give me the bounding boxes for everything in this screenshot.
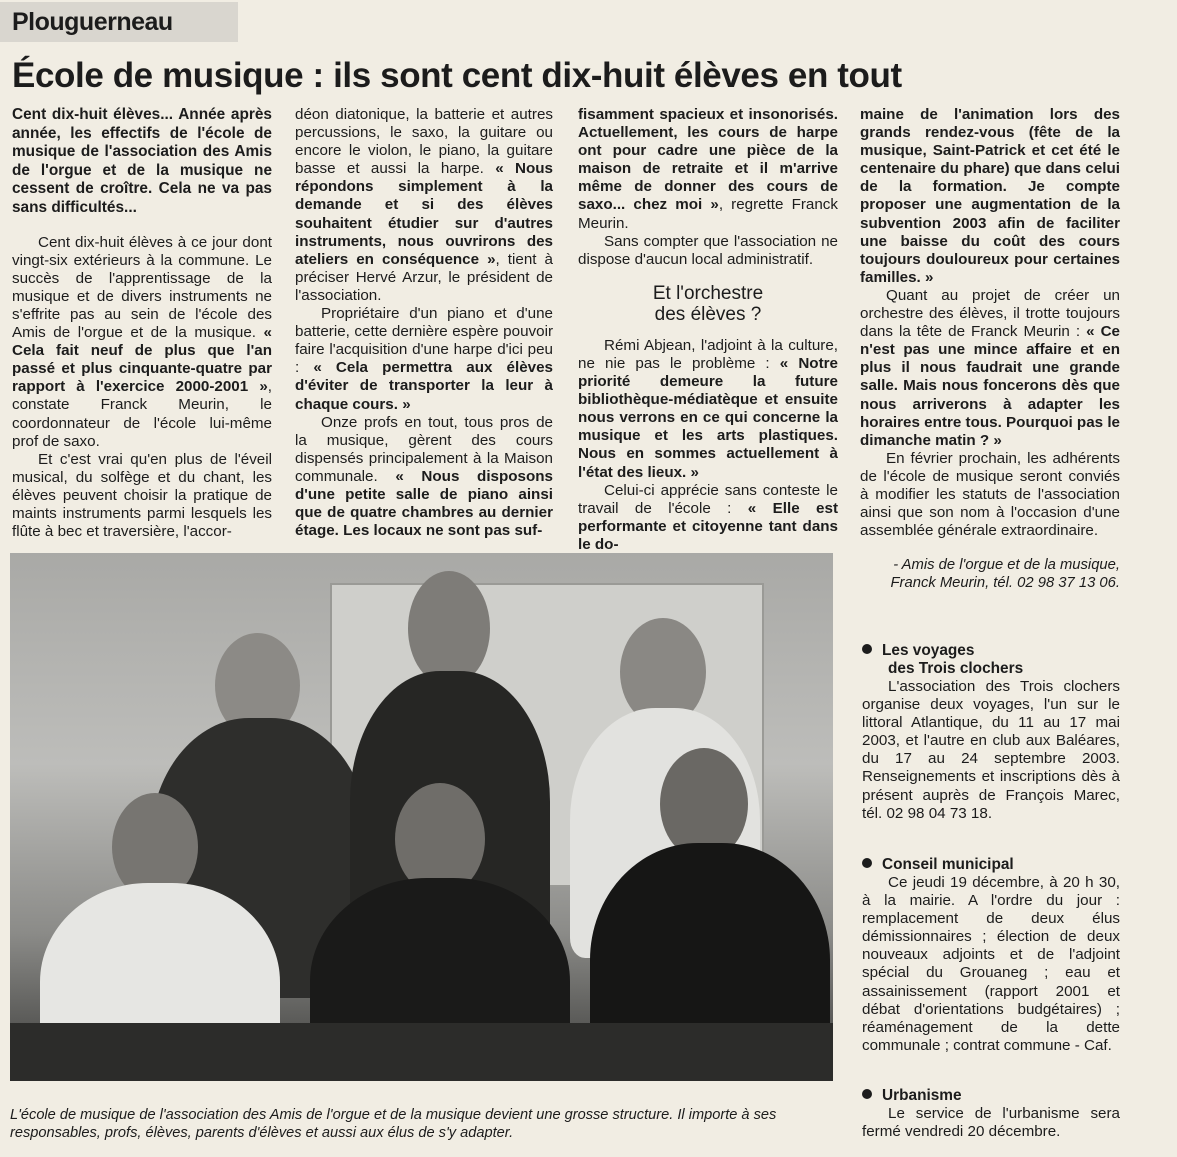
column-3 xyxy=(578,106,838,554)
paragraph: fisamment spacieux et insonorisés. Actuellement, les cours de harpe ont pour cadre une pièce de la maison de retraite et il m'arrive même de donner des cours de saxo... chez moi », regrette Franck Meurin. xyxy=(578,106,838,232)
bullet-icon xyxy=(862,858,872,868)
paragraph: Et c'est vrai qu'en plus de l'éveil musical, du solfège et du chant, les élèves peuvent choisir la pratique de maints instruments parmi lesquels les flûte à bec et traversière, l'accor- xyxy=(12,450,272,541)
quote: « Ce n'est pas une mince affaire et en plus il nous faudrait une grande salle. Mais nous foncerons dès que nous arriverons à adapter les horaires entre tous. Pourquoi pas le dimanche matin ? » xyxy=(860,323,1120,449)
subheading: Et l'orchestre des élèves ? xyxy=(652,282,764,325)
quote: « Nous disposons d'une petite salle de piano ainsi que de quatre chambres au dernier étage. Les locaux ne sont pas suf- xyxy=(295,467,553,540)
brief-text: Le service de l'urbanisme sera fermé vendredi 20 décembre. xyxy=(862,1105,1120,1141)
brief-title: Conseil municipal xyxy=(862,856,1120,874)
signature: - Amis de l'orgue et de la musique, Franck Meurin, tél. 02 98 37 13 06. xyxy=(890,557,1120,592)
paragraph: En février prochain, les adhérents de l'école de musique seront conviés à modifier les statuts de l'association ainsi que son nom à l'occasion d'une assemblée générale extraordinaire. xyxy=(860,449,1120,540)
lead-paragraph: Cent dix-huit élèves... Année après année, les effectifs de l'école de musique de l'association des Amis de l'orgue et de la musique ne cessent de croître. Cela ne va pas sans difficultés... xyxy=(12,106,272,216)
brief-title: Les voyages xyxy=(862,642,1120,660)
quote: maine de l'animation lors des grands rendez-vous (fête de la musique, Saint-Patrick et cet été le centenaire du phare) que dans celui de la formation. Je compte proposer une augmentation de la subvention 2003 afin de faciliter une baisse du coût des cours toujours douloureux pour certaines familles. » xyxy=(860,106,1120,286)
paragraph: Onze profs en tout, tous pros de la musique, gèrent des cours dispensés principalement à la Maison communale. « Nous disposons d'une petite salle de piano ainsi que de quatre chambres au dernier étage. Les locaux ne sont pas suf- xyxy=(295,413,553,540)
table xyxy=(10,1023,833,1081)
bullet-icon xyxy=(862,1089,872,1099)
column-4 xyxy=(860,106,1120,592)
paragraph: Propriétaire d'un piano et d'une batterie, cette dernière espère pouvoir faire l'acquisition d'une harpe d'ici peu : « Cela permettra aux élèves d'éviter de transporter la leur à chaque cours. » xyxy=(295,305,553,413)
quote: « Nous répondons simplement à la demande et si des élèves souhaitent étudier sur d'autres instruments, nous ouvrirons des ateliers en conséquence » xyxy=(295,160,553,268)
paragraph: Sans compter que l'association ne dispose d'aucun local administratif. xyxy=(578,232,838,268)
headline: École de musique : ils sont cent dix-huit élèves en tout xyxy=(12,56,902,95)
brief-voyages xyxy=(862,642,1120,823)
paragraph: Cent dix-huit élèves à ce jour dont vingt-six extérieurs à la commune. Le succès de l'apprentissage de la musique et de divers instruments ne s'effrite pas au sein de l'école des Amis de l'orgue et de la musique. « Cela fait neuf de plus que l'an passé et plus cinquante-quatre par rapport à l'exercice 2000-2001 », constate Franck Meurin, le coordonnateur de l'école lui-même prof de saxo. xyxy=(12,233,272,450)
quote: « Cela permettra aux élèves d'éviter de transporter la leur à chaque cours. » xyxy=(295,359,553,413)
bullet-icon xyxy=(862,644,872,654)
brief-conseil xyxy=(862,856,1120,1055)
column-2 xyxy=(295,106,553,540)
quote: « Notre priorité demeure la future bibliothèque-médiatèque et ensuite nous verrons en ce qui concerne la musique et les arts plastiques. Nous en sommes actuellement à l'état des lieux. » xyxy=(578,354,838,481)
quote: fisamment spacieux et insonorisés. Actuellement, les cours de harpe ont pour cadre une pièce de la maison de retraite et il m'arrive même de donner des cours de saxo... chez moi » xyxy=(578,106,838,214)
brief-text: Ce jeudi 19 décembre, à 20 h 30, à la mairie. A l'ordre du jour : remplacement de deux élus démissionnaires ; élection de deux nouveaux adjoints et de l'adjoint spécial du Grouaneg ; eau et assainissement (rapport 2001 et débat d'orientations budgétaires) ; réaménagement de la dette communale ; contrat commune - Caf. xyxy=(862,874,1120,1054)
brief-urbanisme xyxy=(862,1087,1120,1141)
brief-title: des Trois clochers xyxy=(888,660,1024,677)
paragraph: Rémi Abjean, l'adjoint à la culture, ne nie pas le problème : « Notre priorité demeure la future bibliothèque-médiatèque et ensuite nous verrons en ce qui concerne la musique et les arts plastiques. Nous en sommes actuellement à l'état des lieux. » xyxy=(578,336,838,481)
paragraph: déon diatonique, la batterie et autres percussions, le saxo, la guitare ou encore le violon, le piano, la guitare basse et aussi la harpe. « Nous répondons simplement à la demande et si des élèves souhaitent étudier sur d'autres instruments, nous ouvrirons des ateliers en conséquence », tient à préciser Hervé Arzur, le président de l'association. xyxy=(295,106,553,304)
group-photo xyxy=(10,553,833,1081)
brief-title: Urbanisme xyxy=(862,1087,1120,1105)
paragraph: Quant au projet de créer un orchestre des élèves, il trotte toujours dans la tête de Franck Meurin : « Ce n'est pas une mince affaire et en plus il nous faudrait une grande salle. Mais nous foncerons dès que nous arriverons à adapter les horaires entre tous. Pourquoi pas le dimanche matin ? » xyxy=(860,286,1120,449)
quote: « Cela fait neuf de plus que l'an passé et plus cinquante-quatre par rapport à l'exercice 2000-2001 » xyxy=(12,324,272,396)
column-1 xyxy=(12,106,272,541)
paragraph: Celui-ci apprécie sans conteste le travail de l'école : « Elle est performante et citoyenne tant dans le do- xyxy=(578,481,838,553)
photo-caption: L'école de musique de l'association des Amis de l'orgue et de la musique devient une grosse structure. Il importe à ses responsables, profs, élèves, parents d'élèves et aussi aux élus de s'y adapter. xyxy=(10,1107,777,1141)
brief-text: L'association des Trois clochers organise deux voyages, l'un sur le littoral Atlantique, du 11 au 17 mai 2003, et l'autre en club aux Baléares, du 17 au 24 septembre 2003. Renseignements et inscriptions dès à présent auprès de François Marec, tél. 02 98 04 73 18. xyxy=(862,678,1120,822)
section-header: Plouguerneau xyxy=(0,2,238,42)
quote: « Elle est performante et citoyenne tant dans le do- xyxy=(578,499,838,553)
